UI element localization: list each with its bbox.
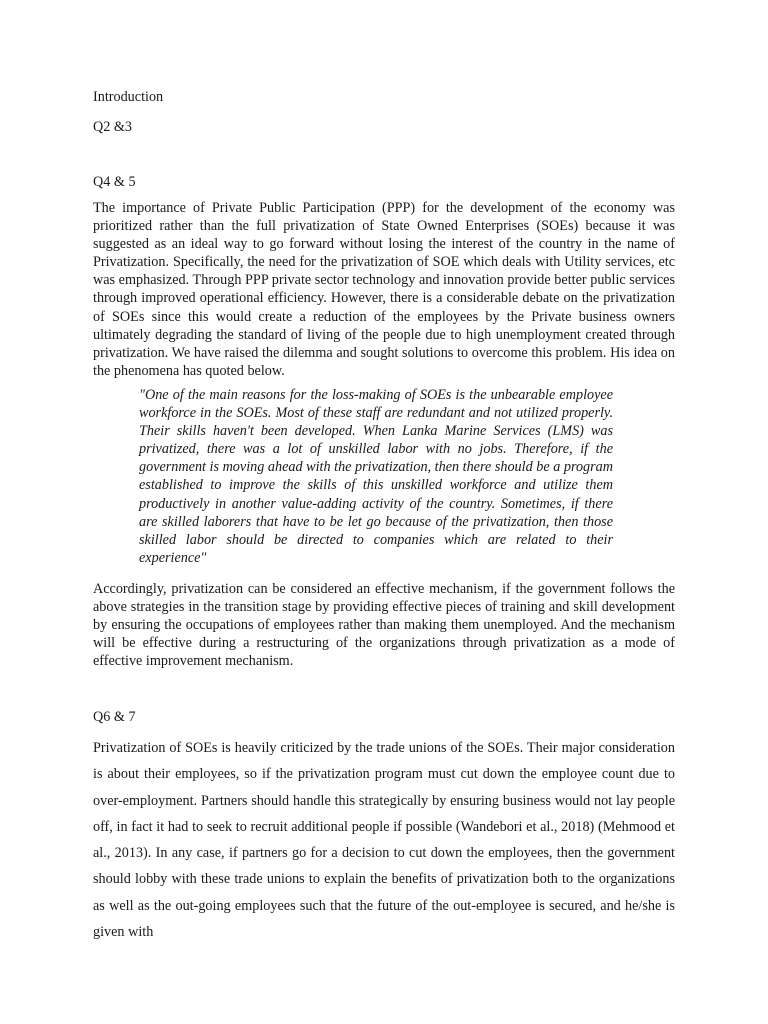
quote-block: "One of the main reasons for the loss-making of SOEs is the unbearable employee workforce in the SOEs. Most of these staff are redundant and not utilized properly. Their skills haven't been developed. When Lanka Marine Services (LMS) was privatized, there was a lot of unskilled labor with no jobs. Therefore, if the government is moving ahead with the privatization, then there should be a program established to improve the skills of this unskilled workforce and utilize them productively in another value-adding activity of the country. Sometimes, if there are skilled laborers that have to be let go because of the privatization, then those skilled labor should be directed to companies which are related to their experience" bbox=[139, 387, 613, 566]
paragraph-accordingly: Accordingly, privatization can be considered an effective mechanism, if the government follows the above strategies in the transition stage by providing effective pieces of training and skill development by ensuring the occupations of employees rather than making them unemployed. And the mechanism will be effective during a restructuring of the organizations through privatization as a mode of effective improvement mechanism. bbox=[93, 581, 675, 670]
paragraph-trade-unions: Privatization of SOEs is heavily criticized by the trade unions of the SOEs. Their major consideration is about their employees, so if the privatization program must cut down the employee count due to over-employment. Partners should handle this strategically by ensuring business would not lay people off, in fact it had to seek to recruit additional people if possible (Wandebori et al., 2018) (Mehmood et al., 2013). In any case, if partners go for a decision to cut down the employees, then the government should lobby with these trade unions to explain the benefits of privatization both to the organizations as well as the out-going employees such that the future of the out-employee is secured, and he/she is given with bbox=[93, 740, 675, 941]
heading-q2-3: Q2 &3 bbox=[93, 119, 133, 135]
heading-introduction: Introduction bbox=[93, 89, 164, 105]
paragraph-ppp-importance: The importance of Private Public Participation (PPP) for the development of the economy was prioritized rather than the full privatization of State Owned Enterprises (SOEs) because it was suggested as an ideal way to go forward without losing the interest of the country in the name of Privatization. Specifically, the need for the privatization of SOE which deals with Utility services, etc was emphasized. Through PPP private sector technology and innovation provide better public services through improved operational efficiency. However, there is a considerable debate on the privatization of SOEs since this would create a reduction of the employees by the Private business owners ultimately degrading the standard of living of the people due to high unemployment created through privatization. We have raised the dilemma and sought solutions to overcome this problem. His idea on the phenomena has quoted below. bbox=[93, 200, 675, 379]
heading-q4-5: Q4 & 5 bbox=[93, 174, 136, 190]
heading-q6-7: Q6 & 7 bbox=[93, 709, 136, 725]
